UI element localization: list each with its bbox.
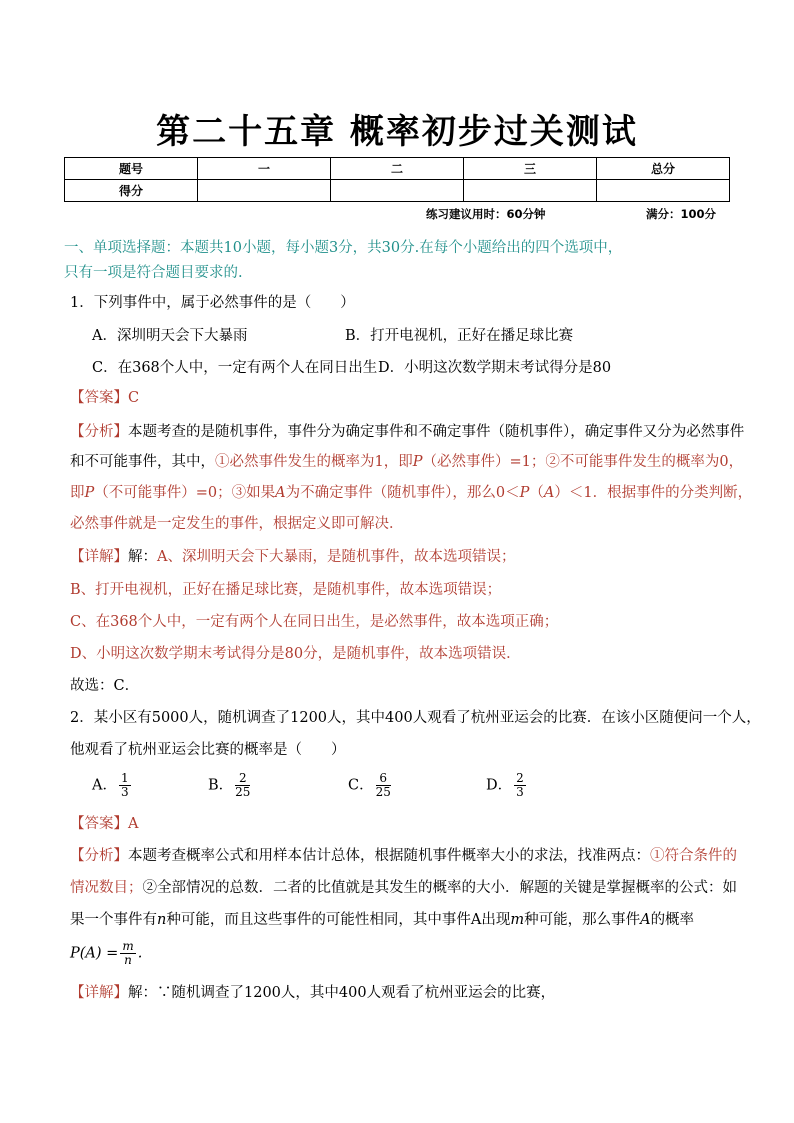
question-2-analysis-line <box>70 878 737 898</box>
fraction <box>119 772 131 799</box>
question-1-option-b: B．打开电视机，正好在播足球比赛 <box>345 328 574 344</box>
fraction-numerator: m <box>122 939 134 953</box>
fraction-denominator: 25 <box>375 785 391 799</box>
answer-value: C <box>128 390 140 406</box>
fraction-numerator: 6 <box>376 772 391 786</box>
question-2-option-c <box>348 772 438 799</box>
analysis-text: P <box>412 454 423 470</box>
option-label: C． <box>348 777 374 794</box>
answer-tag: 【答案】 <box>70 816 128 832</box>
answer-tag: 【答案】 <box>70 390 128 406</box>
analysis-text: P <box>519 485 530 501</box>
analysis-text: P <box>84 485 95 501</box>
fraction-denominator: 25 <box>235 785 251 799</box>
fraction <box>120 940 135 967</box>
analysis-tag: 【分析】 <box>70 424 128 440</box>
score-table-score-row <box>65 180 730 202</box>
score-cell <box>464 180 597 202</box>
analysis-text: 种可能，而且这些事件的可能性相同，其中事件A出现 <box>166 912 511 928</box>
analysis-text: 的概率 <box>650 912 695 928</box>
question-1-detail-line: D、小明这次数学期末考试得分是80分，是随机事件，故本选项错误． <box>70 646 521 662</box>
analysis-text: ①符合条件的 <box>650 848 737 864</box>
fraction-numerator: 2 <box>516 771 524 785</box>
question-1-option-c: C．在368个人中，一定有两个人在同日出生 <box>92 360 378 376</box>
question-1-stem: 1．下列事件中，属于必然事件的是（ ） <box>70 295 355 311</box>
fraction-denominator: 3 <box>516 785 524 799</box>
detail-text: 解： <box>128 549 157 565</box>
analysis-text: ②全部情况的总数．二者的比值就是其发生的概率的大小．解题的关键是掌握概率的公式：如 <box>142 880 737 896</box>
formula-end: . <box>137 945 143 962</box>
fraction-numerator: 1 <box>120 771 129 785</box>
formula-lhs: P(A) = <box>70 945 119 962</box>
analysis-text: ）＜1．根据事件的分类判断， <box>554 485 753 501</box>
score-header-cell: 二 <box>331 158 464 180</box>
fraction-denominator: n <box>124 953 132 967</box>
detail-text: A、深圳明天会下大暴雨，是随机事件，故本选项错误； <box>157 549 516 565</box>
section-heading-line: 只有一项是符合题目要求的. <box>64 265 243 281</box>
section-heading-line: 一、单项选择题：本题共10小题，每小题3分，共30分.在每个小题给出的四个选项中， <box>64 240 623 256</box>
analysis-text: A <box>543 485 555 501</box>
detail-text: 解：∵随机调查了1200人，其中400人观看了杭州亚运会的比赛， <box>128 985 556 1001</box>
question-2-option-a <box>92 772 182 799</box>
question-1-analysis-line <box>70 483 753 503</box>
analysis-text: ①必然事件发生的概率为1，即 <box>215 454 413 470</box>
suggested-time: 练习建议用时：60分钟 <box>426 207 546 221</box>
probability-formula <box>70 940 732 967</box>
option-label: D． <box>486 777 513 794</box>
analysis-text: （ <box>529 485 544 501</box>
question-1-option-d: D．小明这次数学期末考试得分是80 <box>378 360 612 376</box>
question-2-stem: 2．某小区有5000人，随机调查了1200人，其中400人观看了杭州亚运会的比赛．在该小区随便问一个人， <box>70 710 761 726</box>
score-cell <box>597 180 730 202</box>
analysis-text: 本题考查概率公式和用样本估计总体，根据随机事件概率大小的求法，找准两点： <box>128 848 650 864</box>
fraction-denominator: 3 <box>120 785 129 799</box>
analysis-text: （必然事件）=1；②不可能事件发生的概率为0， <box>422 454 744 470</box>
question-2-analysis-line <box>70 846 737 866</box>
fraction <box>235 772 250 799</box>
analysis-text: 为不确定事件（随机事件），那么0＜ <box>285 485 520 501</box>
full-score: 满分：100分 <box>646 207 717 221</box>
question-1-detail-line <box>70 547 732 567</box>
question-2-detail-line <box>70 983 732 1003</box>
fraction <box>376 772 391 799</box>
score-header-cell: 一 <box>198 158 331 180</box>
analysis-text: n <box>157 912 167 928</box>
score-header-cell: 题号 <box>65 158 198 180</box>
score-cell <box>331 180 464 202</box>
answer-value: A <box>128 816 139 832</box>
question-1-conclusion: 故选：C． <box>70 678 140 694</box>
score-cell <box>198 180 331 202</box>
score-table <box>64 157 730 202</box>
question-1-analysis-line <box>70 422 745 442</box>
question-2-analysis-line <box>70 910 732 930</box>
question-1-detail-line: C、在368个人中，一定有两个人在同日出生，是必然事件，故本选项正确； <box>70 614 559 630</box>
score-row-label: 得分 <box>65 180 198 202</box>
question-2-stem: 他观看了杭州亚运会比赛的概率是（ ） <box>70 742 346 758</box>
analysis-text: 和不可能事件，其中， <box>70 454 215 470</box>
question-1-answer <box>70 388 732 408</box>
question-2-option-b <box>208 772 298 799</box>
analysis-tag: 【分析】 <box>70 848 128 864</box>
score-header-cell: 总分 <box>597 158 730 180</box>
option-label: A． <box>92 777 117 794</box>
question-1-detail-line: B、打开电视机，正好在播足球比赛，是随机事件，故本选项错误； <box>70 582 502 598</box>
page-title: 第二十五章 概率初步过关测试 <box>156 112 638 152</box>
question-1-analysis-line <box>70 452 744 472</box>
question-2-answer <box>70 814 732 834</box>
detail-tag: 【详解】 <box>70 549 128 565</box>
analysis-text: 即 <box>70 485 85 501</box>
score-table-header-row <box>65 158 730 180</box>
analysis-text: A <box>275 485 286 501</box>
detail-tag: 【详解】 <box>70 985 128 1001</box>
option-label: B． <box>208 777 234 794</box>
analysis-text: m <box>510 912 525 928</box>
analysis-text: 种可能，那么事件 <box>524 912 641 928</box>
analysis-text: 果一个事件有 <box>70 912 157 928</box>
analysis-text: 本题考查的是随机事件，事件分为确定事件和不确定事件（随机事件），确定事件又分为必然事件 <box>128 424 745 440</box>
fraction <box>514 772 526 799</box>
analysis-text: （不可能事件）=0；③如果 <box>94 485 276 501</box>
score-header-cell: 三 <box>464 158 597 180</box>
analysis-text: 情况数目； <box>70 880 143 896</box>
question-1-option-a: A．深圳明天会下大暴雨 <box>92 328 248 344</box>
fraction-numerator: 2 <box>235 772 250 786</box>
question-2-option-d <box>486 772 576 799</box>
section-heading <box>64 236 732 286</box>
analysis-text: A <box>640 912 651 928</box>
question-1-analysis-line: 必然事件就是一定发生的事件，根据定义即可解决． <box>70 516 404 532</box>
